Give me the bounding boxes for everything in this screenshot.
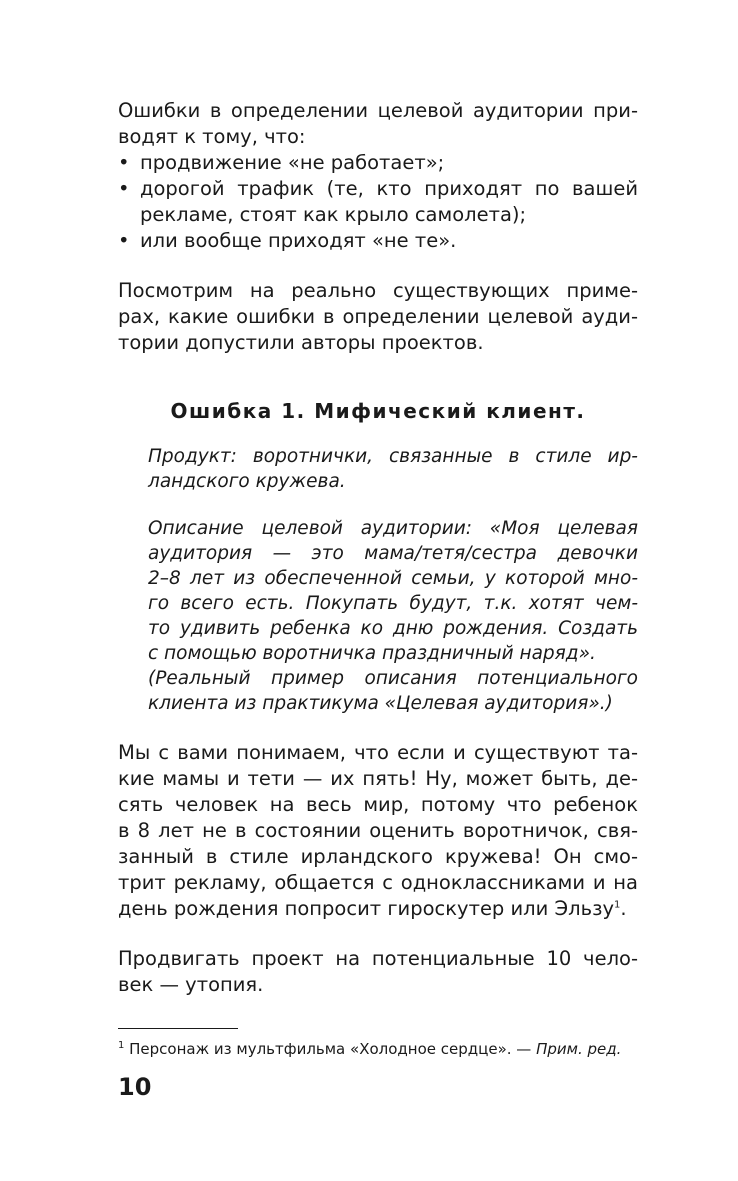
footnote-text: Персонаж из мультфильма «Холодное сердце». — [129,1040,532,1058]
text-line: кие мамы и тети — их пять! Ну, может быть, де- [118,767,638,790]
page-number: 10 [118,1073,152,1101]
paragraph [118,278,638,356]
section-heading: Ошибка 1. Мифический клиент. [170,399,586,423]
page-body [118,98,638,1059]
footnote-editor-note: Прим. ред. [536,1040,622,1058]
text-line: век — утопия. [118,973,264,996]
bullet-icon: • [118,177,130,200]
text-line: Посмотрим на реально существующих приме- [118,279,638,302]
bullet-icon: • [118,151,130,174]
text-line-content: день рождения попросит гироскутер или Эльзу [118,897,615,920]
footnote-reference: 1 [614,899,621,911]
footnote-divider [118,1028,238,1029]
text-line [118,896,638,922]
text-line: рах, какие ошибки в определении целевой ауди- [118,305,638,328]
text-line-end: . [620,897,627,920]
text-line: водят к тому, что: [118,125,306,148]
quote-line: (Реальный пример описания потенциального [148,668,638,689]
intro-paragraph [118,98,638,150]
text-line: трит рекламу, общается с одноклассниками и на [118,871,638,894]
text-line: занный в стиле ирландского кружева! Он смо- [118,845,638,868]
bullet-icon: • [118,229,130,252]
quote-line: аудитория — это мама/тетя/сестра девочки [148,543,638,564]
text-line: Мы с вами понимаем, что если и существуют та- [118,741,638,764]
quote-line: то удивить ребенка ко дню рождения. Создать [148,618,638,639]
text-line: Продвигать проект на потенциальные 10 чело- [118,947,638,970]
quote-line: 2–8 лет из обеспеченной семьи, у которой мно- [148,568,638,589]
paragraph [118,946,638,998]
list-item-text: или вообще приходят «не те». [140,229,457,252]
list-item-text: продвижение «не работает»; [140,151,445,174]
quote-line: ландского кружева. [148,471,346,492]
footnote [118,1039,638,1059]
list-item [118,176,638,228]
text-line: Ошибки в определении целевой аудитории при- [118,99,638,122]
bullet-list [118,150,638,254]
quote-line: Описание целевой аудитории: «Моя целевая [148,518,638,539]
text-line: сять человек на весь мир, потому что ребенок [118,793,638,816]
list-item [118,150,638,176]
paragraph [118,740,638,922]
quote-line: клиента из практикума «Целевая аудитория».) [148,693,613,714]
list-item-text: дорогой трафик (те, кто приходят по вашей рекламе, стоят как крыло самолета); [140,177,638,226]
text-line: тории допустили авторы проектов. [118,331,484,354]
quote-line: го всего есть. Покупать будут, т.к. хотят чем- [148,593,638,614]
quote-line: с помощью воротничка праздничный наряд». [148,643,596,664]
text-line: в 8 лет не в состоянии оценить воротничок, свя- [118,819,638,842]
quote-block [148,444,638,716]
quote-line: Продукт: воротнички, связанные в стиле ир- [148,446,638,467]
list-item [118,228,638,254]
footnote-marker: 1 [118,1040,125,1051]
